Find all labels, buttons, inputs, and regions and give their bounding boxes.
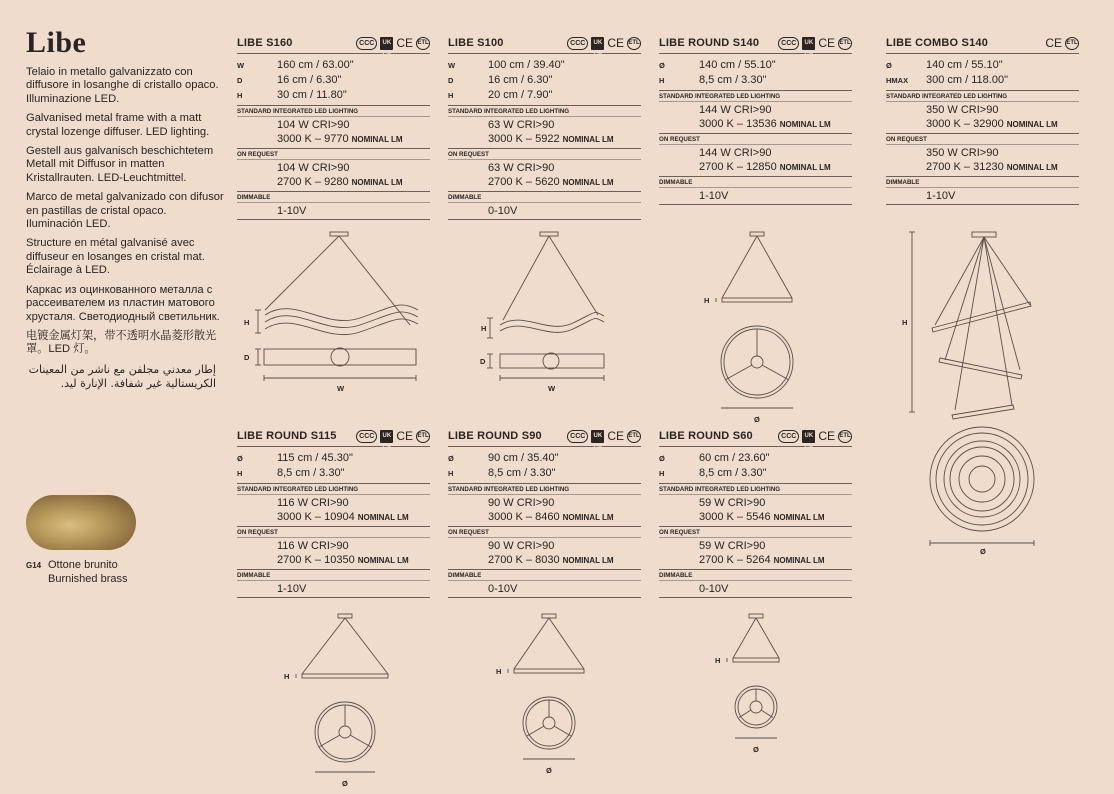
standard-lumen: 3000 K – 13536: [699, 118, 777, 130]
standard-spec: [237, 117, 430, 149]
dimmable-value: 0-10V: [699, 583, 729, 595]
on-request-watt: 104 W CRI>90: [277, 162, 350, 174]
ccc-certification-icon: CCC: [567, 430, 588, 443]
standard-watt: 104 W CRI>90: [277, 119, 350, 131]
dimension-row: [237, 466, 430, 481]
product-card: [448, 34, 641, 220]
libe-s100-drawing: [478, 230, 618, 393]
dimension-value: 300 cm / 118.00": [926, 74, 1008, 86]
product-name: LIBE ROUND S115: [237, 430, 337, 442]
drawing-label: D: [244, 353, 250, 362]
drawing-label: H: [496, 667, 502, 676]
etl-certification-icon: ETL: [1065, 37, 1079, 50]
ce-certification-icon: CE: [396, 428, 413, 443]
product-card: [237, 427, 430, 598]
dimmable-value: 0-10V: [488, 205, 518, 217]
dimmable-spec: [659, 581, 852, 598]
dimmable-value: 1-10V: [277, 583, 307, 595]
certification-badges: [778, 35, 852, 57]
dimension-row: [659, 451, 852, 466]
dimension-value: 16 cm / 6.30": [277, 74, 342, 86]
drawing-label: W: [548, 384, 556, 393]
dimension-row: [659, 58, 852, 73]
standard-spec: [659, 495, 852, 527]
finish-name-it: Ottone brunito: [48, 559, 118, 571]
nominal-lm-label: NOMINAL LM: [779, 120, 831, 129]
drawing-label: H: [481, 324, 487, 333]
etl-certification-icon: ETL: [838, 430, 852, 443]
product-card: [886, 34, 1079, 205]
certification-badges: [356, 428, 430, 450]
on-request-watt: 63 W CRI>90: [488, 162, 555, 174]
on-request-spec: [448, 160, 641, 192]
product-name: LIBE ROUND S140: [659, 37, 760, 49]
standard-lumen: 3000 K – 5922: [488, 133, 560, 145]
drawing-label: Ø: [980, 547, 986, 556]
dimension-row: [886, 58, 1079, 73]
dimension-key: H: [659, 76, 665, 85]
dimension-value: 140 cm / 55.10": [926, 59, 1003, 71]
dimmable-spec: [448, 203, 641, 220]
dimension-row: [448, 73, 641, 88]
standard-lighting-label: STANDARD INTEGRATED LED LIGHTING: [237, 485, 430, 495]
nominal-lm-label: NOMINAL LM: [562, 556, 614, 565]
standard-lighting-label: STANDARD INTEGRATED LED LIGHTING: [886, 92, 1079, 102]
on-request-lumen: 2700 K – 12850: [699, 161, 777, 173]
standard-lighting-label: STANDARD INTEGRATED LED LIGHTING: [237, 107, 430, 117]
ce-certification-icon: CE: [607, 428, 624, 443]
nominal-lm-label: NOMINAL LM: [357, 556, 409, 565]
nominal-lm-label: NOMINAL LM: [779, 163, 831, 172]
card-header: [448, 427, 641, 450]
dimensions: [237, 54, 430, 106]
ce-certification-icon: CE: [818, 428, 835, 443]
ccc-certification-icon: CCC: [356, 37, 377, 50]
description-de: Gestell aus galvanisch beschichtetem Metall mit Diffusor in matten Kristallrauten. LED-Leuchtmittel.: [26, 145, 214, 184]
dimmable-value: 0-10V: [488, 583, 518, 595]
standard-watt: 90 W CRI>90: [488, 497, 555, 509]
on-request-lumen: 2700 K – 31230: [926, 161, 1004, 173]
nominal-lm-label: NOMINAL LM: [351, 135, 403, 144]
on-request-spec: [659, 538, 852, 570]
on-request-label: ON REQUEST: [659, 135, 852, 145]
description-ru: Каркас из оцинкованного металла с рассеивателем из пластин матового хрусталя. Светодиодный светильник.: [26, 283, 220, 323]
on-request-watt: 90 W CRI>90: [488, 540, 555, 552]
dimensions: [448, 447, 641, 484]
ce-certification-icon: CE: [396, 35, 413, 50]
on-request-label: ON REQUEST: [237, 150, 430, 160]
dimension-key: Ø: [237, 454, 243, 463]
finish-text: [26, 559, 136, 586]
etl-certification-icon: ETL: [416, 430, 430, 443]
on-request-label: ON REQUEST: [448, 528, 641, 538]
dimension-value: 8,5 cm / 3.30": [699, 467, 767, 479]
ce-certification-icon: CE: [607, 35, 624, 50]
ccc-certification-icon: CCC: [356, 430, 377, 443]
standard-watt: 59 W CRI>90: [699, 497, 766, 509]
dimension-value: 8,5 cm / 3.30": [699, 74, 767, 86]
dimmable-value: 1-10V: [926, 190, 956, 202]
standard-spec: [237, 495, 430, 527]
dimension-key: D: [237, 76, 243, 85]
libe-combo-s140-drawing: [900, 230, 1070, 560]
dimension-row: [659, 73, 852, 88]
description-en: Galvanised metal frame with a matt crystal lozenge diffuser. LED lighting.: [26, 112, 210, 138]
dimension-key: W: [237, 61, 245, 70]
on-request-spec: [448, 538, 641, 570]
standard-lumen: 3000 K – 32900: [926, 118, 1004, 130]
on-request-label: ON REQUEST: [886, 135, 1079, 145]
on-request-label: ON REQUEST: [659, 528, 852, 538]
standard-watt: 63 W CRI>90: [488, 119, 555, 131]
libe-round-s60-drawing: [715, 612, 797, 760]
ukca-certification-icon: UK CA: [591, 430, 604, 443]
product-name: LIBE S100: [448, 37, 504, 49]
libe-round-s115-drawing: [284, 612, 406, 794]
etl-certification-icon: ETL: [627, 430, 641, 443]
dimension-key: H: [659, 469, 665, 478]
dimension-value: 8,5 cm / 3.30": [488, 467, 556, 479]
dimmable-spec: [448, 581, 641, 598]
finish-swatch-block: [26, 495, 136, 586]
standard-lighting-label: STANDARD INTEGRATED LED LIGHTING: [448, 485, 641, 495]
dimensions: [659, 447, 852, 484]
ce-certification-icon: CE: [1045, 35, 1062, 50]
dimension-row: [448, 58, 641, 73]
drawing-label: H: [284, 672, 290, 681]
nominal-lm-label: NOMINAL LM: [562, 135, 614, 144]
drawing-label: H: [704, 296, 710, 305]
intro-column: [26, 26, 226, 397]
certification-badges: [356, 35, 430, 57]
dimmable-value: 1-10V: [277, 205, 307, 217]
dimmable-spec: [237, 581, 430, 598]
descriptions: [26, 66, 226, 391]
on-request-label: ON REQUEST: [448, 150, 641, 160]
dimension-row: [448, 88, 641, 103]
standard-lighting-label: STANDARD INTEGRATED LED LIGHTING: [448, 107, 641, 117]
dimension-key: Ø: [659, 61, 665, 70]
on-request-lumen: 2700 K – 10350: [277, 554, 355, 566]
dimensions: [659, 54, 852, 91]
nominal-lm-label: NOMINAL LM: [562, 178, 614, 187]
on-request-lumen: 2700 K – 9280: [277, 176, 349, 188]
description-es: Marco de metal galvanizado con difusor en pastillas de cristal opaco. Iluminación LED.: [26, 191, 224, 231]
drawing-label: Ø: [753, 745, 759, 754]
drawing-label: H: [902, 318, 908, 327]
on-request-watt: 116 W CRI>90: [277, 540, 349, 552]
dimension-value: 8,5 cm / 3.30": [277, 467, 345, 479]
dimension-key: Ø: [886, 61, 892, 70]
dimension-value: 30 cm / 11.80": [277, 89, 347, 101]
dimmable-value: 1-10V: [699, 190, 729, 202]
ukca-certification-icon: UK CA: [380, 430, 393, 443]
libe-s160-drawing: [240, 230, 430, 393]
dimmable-label: DIMMABLE: [448, 193, 641, 203]
product-name: LIBE S160: [237, 37, 293, 49]
dimension-row: [237, 451, 430, 466]
standard-spec: [659, 102, 852, 134]
ukca-certification-icon: UK CA: [802, 37, 815, 50]
on-request-spec: [237, 538, 430, 570]
finish-name-en: Burnished brass: [48, 572, 128, 585]
ukca-certification-icon: UK CA: [380, 37, 393, 50]
product-card: [237, 34, 430, 220]
standard-watt: 116 W CRI>90: [277, 497, 349, 509]
card-header: [659, 34, 852, 57]
product-card: [448, 427, 641, 598]
card-header: [886, 34, 1079, 54]
drawing-label: D: [480, 357, 486, 366]
dimension-row: [237, 88, 430, 103]
dimmable-label: DIMMABLE: [448, 571, 641, 581]
nominal-lm-label: NOMINAL LM: [1006, 120, 1058, 129]
drawing-label: Ø: [342, 779, 348, 788]
on-request-watt: 144 W CRI>90: [699, 147, 772, 159]
nominal-lm-label: NOMINAL LM: [773, 556, 825, 565]
nominal-lm-label: NOMINAL LM: [562, 513, 614, 522]
nominal-lm-label: NOMINAL LM: [773, 513, 825, 522]
nominal-lm-label: NOMINAL LM: [1006, 163, 1058, 172]
on-request-label: ON REQUEST: [237, 528, 430, 538]
on-request-spec: [659, 145, 852, 177]
dimension-key: H: [448, 469, 454, 478]
standard-watt: 350 W CRI>90: [926, 104, 999, 116]
drawing-label: Ø: [754, 415, 760, 424]
ukca-certification-icon: UK CA: [591, 37, 604, 50]
etl-certification-icon: ETL: [627, 37, 641, 50]
product-name: LIBE COMBO S140: [886, 37, 989, 49]
dimension-value: 160 cm / 63.00": [277, 59, 354, 71]
description-it: Telaio in metallo galvanizzato con diffusore in losanghe di cristallo opaco. Illuminazione LED.: [26, 66, 219, 105]
dimension-value: 100 cm / 39.40": [488, 59, 565, 71]
nominal-lm-label: NOMINAL LM: [351, 178, 403, 187]
standard-watt: 144 W CRI>90: [699, 104, 772, 116]
dimmable-label: DIMMABLE: [237, 193, 430, 203]
finish-swatch: [26, 495, 136, 550]
libe-round-s90-drawing: [496, 612, 602, 781]
description-ar: إطار معدني مجلفن مع ناشر من المعينات الكريستالية غير شفافة. الإنارة ليد.: [28, 362, 216, 390]
standard-lighting-label: STANDARD INTEGRATED LED LIGHTING: [659, 92, 852, 102]
certification-badges: [567, 428, 641, 450]
standard-lumen: 3000 K – 9770: [277, 133, 349, 145]
drawing-label: W: [337, 384, 345, 393]
standard-lumen: 3000 K – 10904: [277, 511, 355, 523]
standard-spec: [448, 495, 641, 527]
standard-lumen: 3000 K – 8460: [488, 511, 560, 523]
drawing-label: Ø: [546, 766, 552, 775]
dimension-value: 20 cm / 7.90": [488, 89, 553, 101]
dimmable-label: DIMMABLE: [659, 178, 852, 188]
dimension-row: [237, 58, 430, 73]
dimension-key: D: [448, 76, 454, 85]
standard-spec: [448, 117, 641, 149]
on-request-watt: 350 W CRI>90: [926, 147, 999, 159]
dimension-key: H: [448, 91, 454, 100]
on-request-spec: [886, 145, 1079, 177]
dimension-row: [448, 451, 641, 466]
dimension-row: [659, 466, 852, 481]
dimension-value: 115 cm / 45.30": [277, 452, 353, 464]
on-request-lumen: 2700 K – 8030: [488, 554, 560, 566]
standard-lighting-label: STANDARD INTEGRATED LED LIGHTING: [659, 485, 852, 495]
etl-certification-icon: ETL: [838, 37, 852, 50]
ce-certification-icon: CE: [818, 35, 835, 50]
dimmable-label: DIMMABLE: [659, 571, 852, 581]
dimension-key: H: [237, 91, 243, 100]
certification-badges: [778, 428, 852, 450]
dimensions: [448, 54, 641, 106]
libe-round-s140-drawing: [704, 230, 810, 430]
dimension-row: [886, 73, 1079, 88]
on-request-spec: [237, 160, 430, 192]
card-header: [448, 34, 641, 57]
card-header: [659, 427, 852, 450]
dimmable-label: DIMMABLE: [237, 571, 430, 581]
dimmable-spec: [237, 203, 430, 220]
on-request-watt: 59 W CRI>90: [699, 540, 766, 552]
dimmable-spec: [886, 188, 1079, 205]
finish-code: G14: [26, 561, 42, 570]
dimension-value: 90 cm / 35.40": [488, 452, 559, 464]
drawing-label: H: [244, 318, 250, 327]
dimension-key: H: [237, 469, 243, 478]
page-title: Libe: [26, 26, 87, 59]
card-header: [237, 34, 430, 57]
certification-badges: [567, 35, 641, 57]
product-card: [659, 34, 852, 205]
product-name: LIBE ROUND S60: [659, 430, 753, 442]
dimmable-spec: [659, 188, 852, 205]
on-request-lumen: 2700 K – 5620: [488, 176, 560, 188]
dimension-value: 60 cm / 23.60": [699, 452, 770, 464]
standard-lumen: 3000 K – 5546: [699, 511, 771, 523]
dimensions: [237, 447, 430, 484]
dimension-value: 16 cm / 6.30": [488, 74, 553, 86]
ukca-certification-icon: UK CA: [802, 430, 815, 443]
dimension-row: [237, 73, 430, 88]
product-name: LIBE ROUND S90: [448, 430, 542, 442]
dimension-key: HMAX: [886, 76, 909, 85]
nominal-lm-label: NOMINAL LM: [357, 513, 409, 522]
on-request-lumen: 2700 K – 5264: [699, 554, 771, 566]
dimension-key: Ø: [448, 454, 454, 463]
description-zh: 电镀金属灯架，带不透明水晶菱形散光罩。LED 灯。: [26, 329, 217, 356]
ccc-certification-icon: CCC: [778, 37, 799, 50]
dimension-value: 140 cm / 55.10": [699, 59, 776, 71]
dimension-row: [448, 466, 641, 481]
ccc-certification-icon: CCC: [567, 37, 588, 50]
product-card: [659, 427, 852, 598]
dimension-key: Ø: [659, 454, 665, 463]
dimmable-label: DIMMABLE: [886, 178, 1079, 188]
dimension-key: W: [448, 61, 456, 70]
ccc-certification-icon: CCC: [778, 430, 799, 443]
certification-badges: [1045, 37, 1079, 50]
description-fr: Structure en métal galvanisé avec diffuseur en losanges en cristal mat. Éclairage à LED.: [26, 237, 205, 277]
standard-spec: [886, 102, 1079, 134]
card-header: [237, 427, 430, 450]
drawing-label: H: [715, 656, 721, 665]
etl-certification-icon: ETL: [416, 37, 430, 50]
dimensions: [886, 54, 1079, 91]
